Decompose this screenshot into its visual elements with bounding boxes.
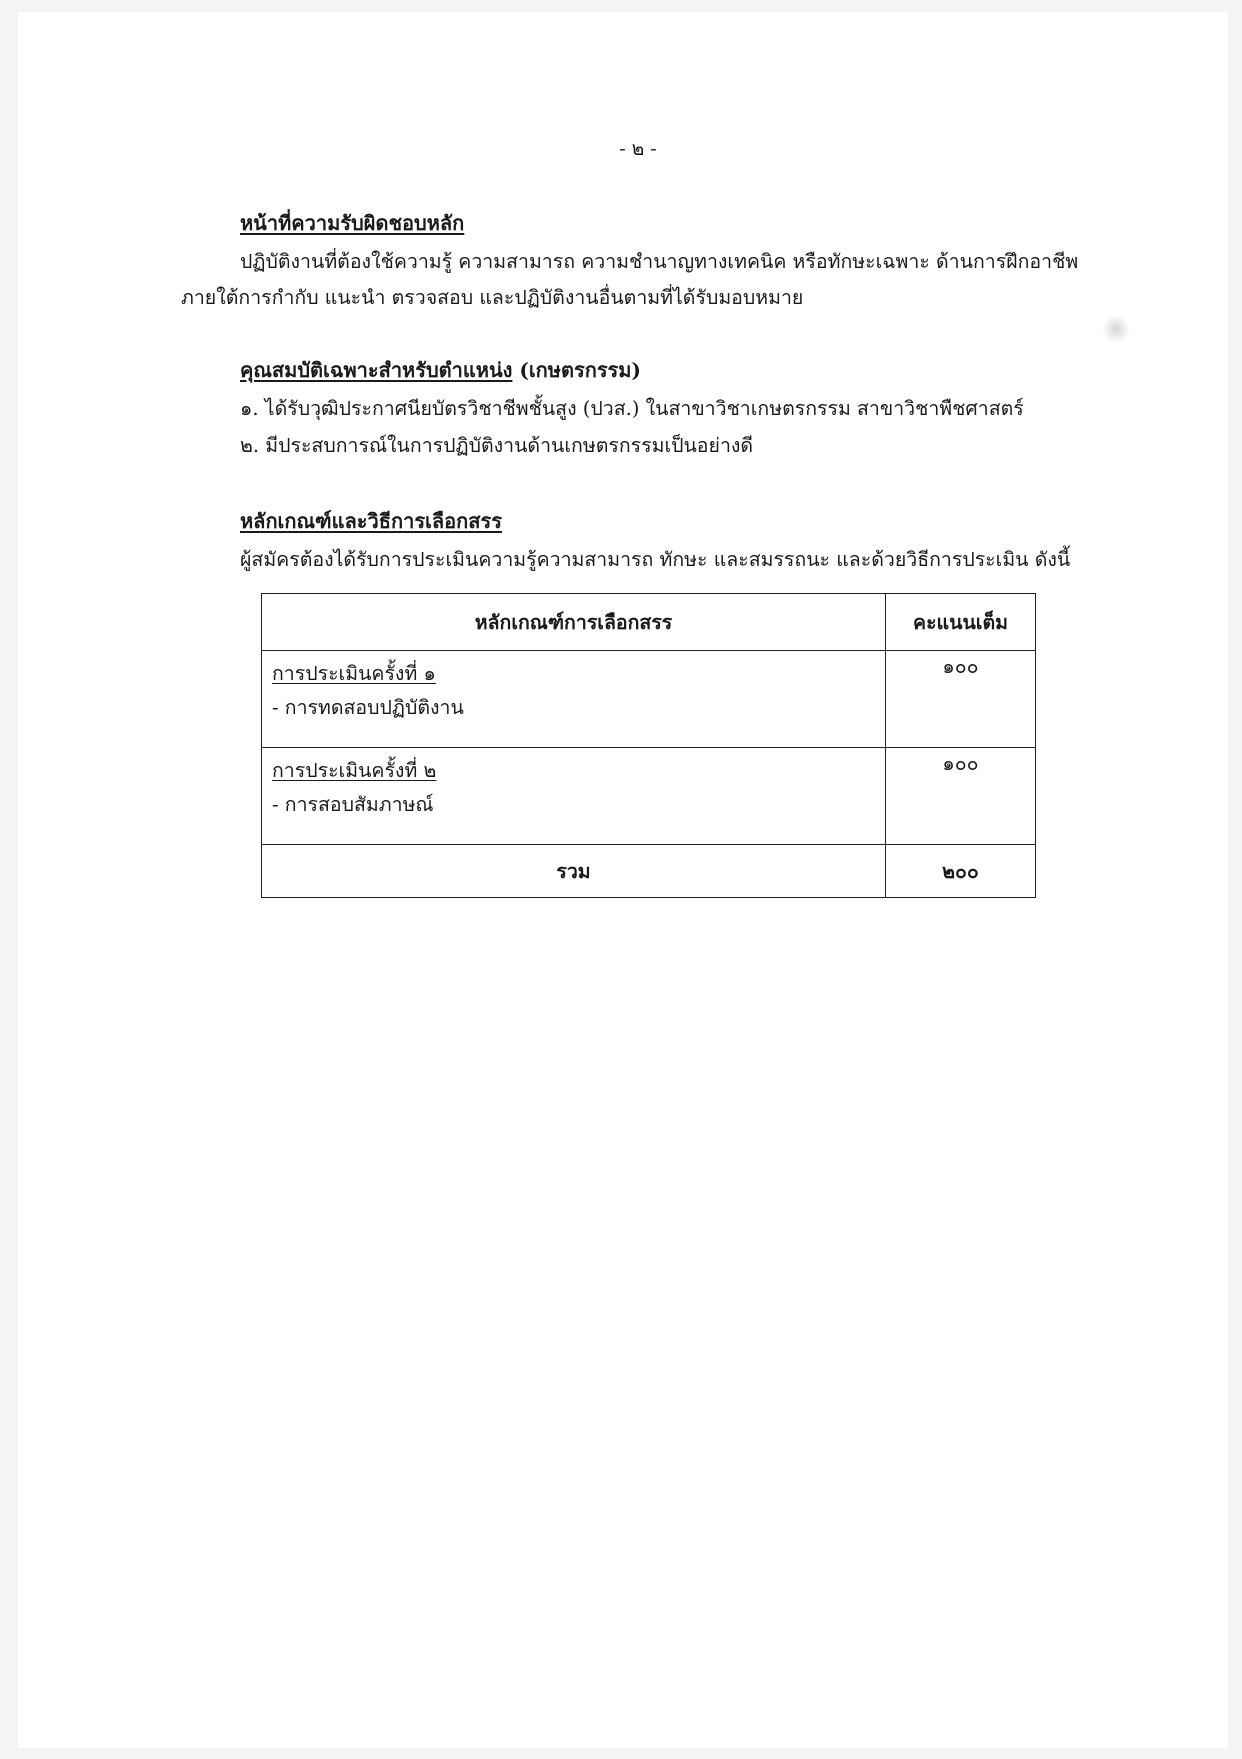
score-cell: ๑๐๐ <box>886 748 1036 845</box>
table-row <box>262 748 1036 845</box>
selection-heading <box>240 505 502 537</box>
qualification-item-1: ๑. ได้รับวุฒิประกาศนียบัตรวิชาชีพชั้นสูง (ปวส.) ในสาขาวิชาเกษตรกรรม สาขาวิชาพืชศาสตร์ <box>240 397 1024 420</box>
table-header-row <box>262 594 1036 651</box>
round-title: การประเมินครั้งที่ ๑ <box>272 662 436 685</box>
duties-line-1: ปฏิบัติงานที่ต้องใช้ความรู้ ความสามารถ ความชำนาญทางเทคนิค หรือทักษะเฉพาะ ด้านการฝึกอาชีพ <box>240 250 1079 273</box>
round-title: การประเมินครั้งที่ ๒ <box>272 759 437 782</box>
page-number: - ๒ - <box>619 138 657 160</box>
table-row <box>262 651 1036 748</box>
duties-line-2: ภายใต้การกำกับ แนะนำ ตรวจสอบ และปฏิบัติงานอื่นตามที่ได้รับมอบหมาย <box>181 286 804 309</box>
score-cell: ๑๐๐ <box>886 651 1036 748</box>
qualifications-heading <box>240 354 641 386</box>
selection-intro: ผู้สมัครต้องได้รับการประเมินความรู้ความสามารถ ทักษะ และสมรรถนะ และด้วยวิธีการประเมิน ดังนี้ <box>240 548 1071 571</box>
header-score: คะแนนเต็ม <box>886 594 1036 651</box>
round-item: - การทดสอบปฏิบัติงาน <box>272 696 464 719</box>
total-score: ๒๐๐ <box>886 845 1036 898</box>
round-item: - การสอบสัมภาษณ์ <box>272 793 434 816</box>
duties-heading-text: หน้าที่ความรับผิดชอบหลัก <box>240 211 465 235</box>
criteria-cell <box>262 651 886 748</box>
qualification-item-2: ๒. มีประสบการณ์ในการปฏิบัติงานด้านเกษตรกรรมเป็นอย่างดี <box>240 434 754 457</box>
qualifications-heading-suffix: (เกษตรกรรม) <box>512 358 641 382</box>
criteria-cell <box>262 748 886 845</box>
document-page <box>18 12 1228 1748</box>
scan-smudge <box>1103 316 1129 342</box>
selection-heading-text: หลักเกณฑ์และวิธีการเลือกสรร <box>240 509 502 533</box>
header-criteria: หลักเกณฑ์การเลือกสรร <box>262 594 886 651</box>
table-total-row <box>262 845 1036 898</box>
total-label: รวม <box>262 845 886 898</box>
duties-heading <box>240 207 464 239</box>
selection-criteria-table <box>261 593 1036 898</box>
qualifications-heading-text: คุณสมบัติเฉพาะสำหรับตำแหน่ง <box>240 358 513 382</box>
